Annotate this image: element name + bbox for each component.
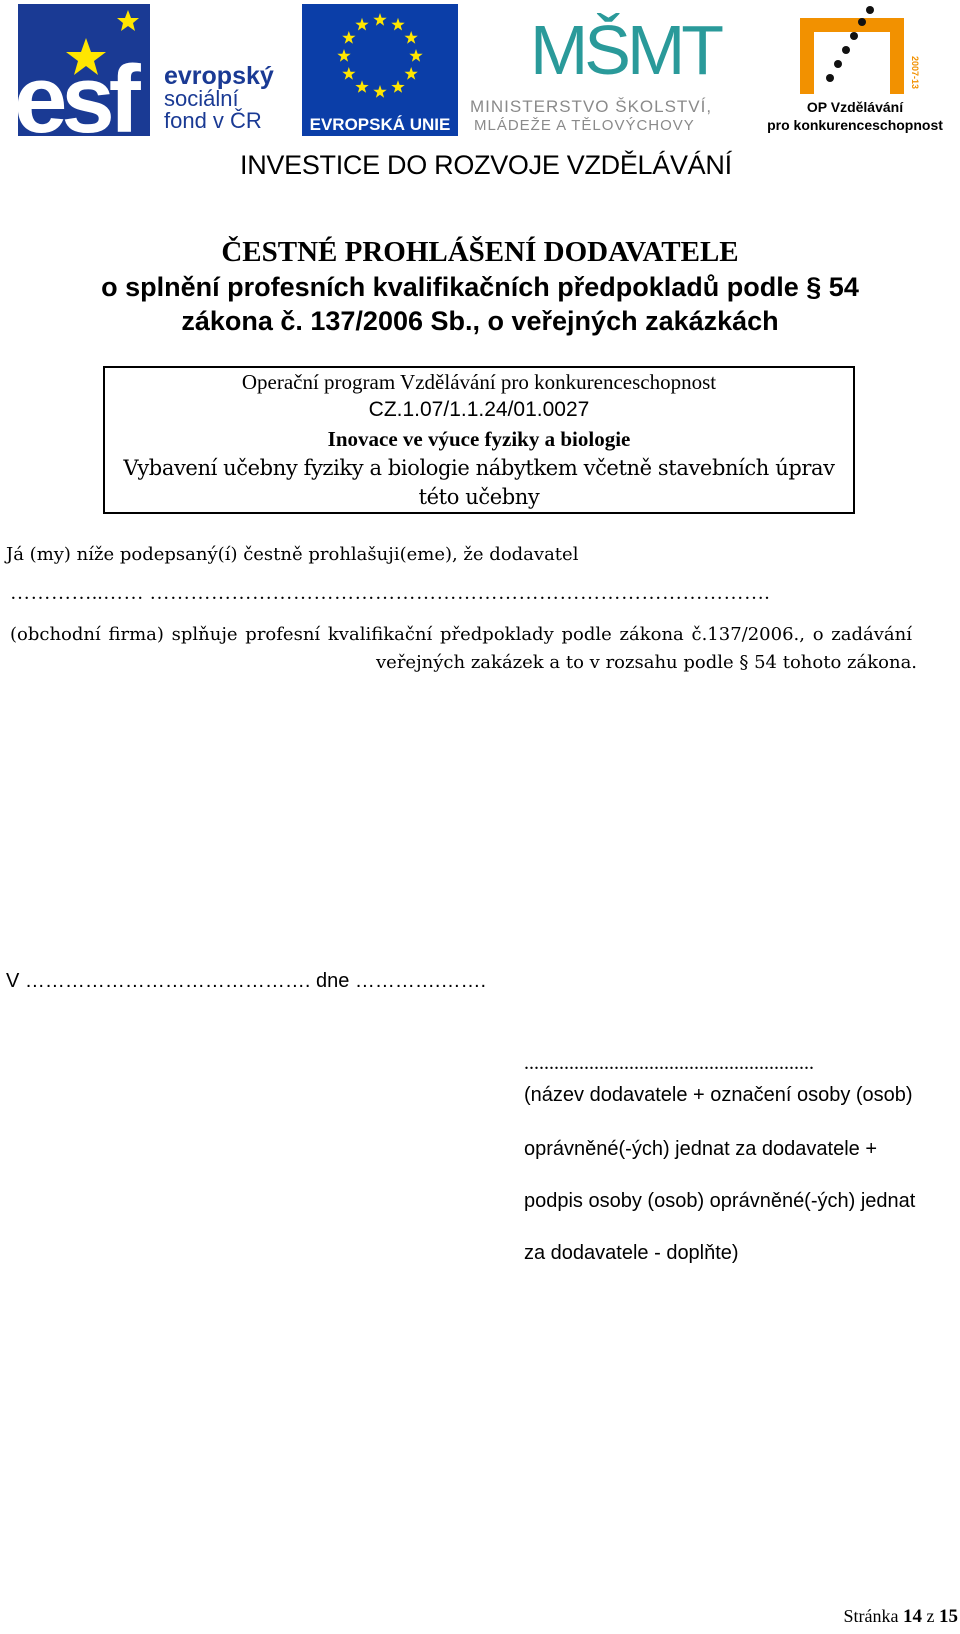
msmt-line1: MINISTERSTVO ŠKOLSTVÍ, (470, 97, 713, 116)
place-date-field[interactable]: V ……………………………………. dne ………….……. (6, 970, 487, 992)
esf-line2: sociální (164, 86, 239, 111)
declaration-text: Já (my) níže podepsaný(í) čestně prohlašuji(eme), že dodavatel (6, 544, 579, 565)
msmt-mark: MŠMT (530, 11, 721, 89)
op-dot-icon (842, 46, 850, 54)
signature-caption-line4: za dodavatele - doplňte) (524, 1242, 739, 1264)
op-line1: OP Vzdělávání (806, 99, 904, 115)
document-title: ČESTNÉ PROHLÁŠENÍ DODAVATELE (221, 236, 739, 268)
project-program: Operační program Vzdělávání pro konkurenceschopnost (241, 370, 717, 394)
op-frame-top (800, 18, 890, 74)
signature-caption-line1: (název dodavatele + označení osoby (osob) (524, 1084, 913, 1106)
firm-statement-line1: (obchodní firma) splňuje profesní kvalifikační předpoklady podle zákona č.137/2006., o zadávání (10, 624, 912, 645)
op-frame-right (890, 18, 904, 94)
op-dot-icon (866, 6, 874, 14)
op-line2: pro konkurenceschopnost (767, 117, 943, 133)
document-subtitle-line2: zákona č. 137/2006 Sb., o veřejných zakázkách (181, 306, 779, 336)
esf-mark: esf (14, 46, 135, 153)
page-number-current: 14 (903, 1606, 922, 1627)
document-subtitle-line1: o splnění profesních kvalifikačních předpokladů podle § 54 (101, 272, 859, 302)
esf-logo (14, 4, 288, 153)
op-dot-icon (858, 18, 866, 26)
signature-caption-line2: oprávněné(-ých) jednat za dodavatele + (524, 1138, 878, 1160)
msmt-line2: MLÁDEŽE A TĚLOVÝCHOVY (474, 117, 695, 134)
page-number-of: z (926, 1606, 935, 1626)
project-subject-line2: této učebny (418, 485, 540, 509)
signature-field[interactable]: .......................................................... (524, 1052, 814, 1074)
eu-caption: EVROPSKÁ UNIE (309, 115, 451, 134)
op-frame-left (800, 74, 814, 94)
op-vzdelavani-logo (767, 4, 943, 136)
page-number-prefix: Stránka (843, 1606, 899, 1626)
firm-statement-line2: veřejných zakázek a to v rozsahu podle § 54 tohoto zákona. (376, 652, 918, 673)
eu-logo (302, 4, 458, 136)
op-dot-icon (834, 60, 842, 68)
project-code: CZ.1.07/1.1.24/01.0027 (368, 398, 590, 421)
op-dot-icon (826, 74, 834, 82)
esf-line1: evropský (164, 62, 274, 90)
esf-line3: fond v ČR (164, 108, 262, 133)
signature-caption-line3: podpis osoby (osob) oprávněné(-ých) jednat (524, 1190, 916, 1212)
banner-investice: INVESTICE DO ROZVOJE VZDĚLÁVÁNÍ (240, 150, 732, 180)
op-dot-icon (850, 32, 858, 40)
project-subject-line1: Vybavení učebny fyziky a biologie nábytkem včetně stavebních úprav (123, 456, 835, 480)
project-info-box (103, 366, 855, 514)
page-number (844, 1606, 958, 1628)
project-name: Inovace ve výuce fyziky a biologie (327, 427, 631, 451)
msmt-logo (470, 4, 742, 136)
supplier-name-field[interactable]: …………..…… ………………………………………………………………………………. (10, 582, 770, 604)
page-number-total: 15 (939, 1606, 958, 1627)
op-years: 2007-13 (910, 56, 920, 90)
